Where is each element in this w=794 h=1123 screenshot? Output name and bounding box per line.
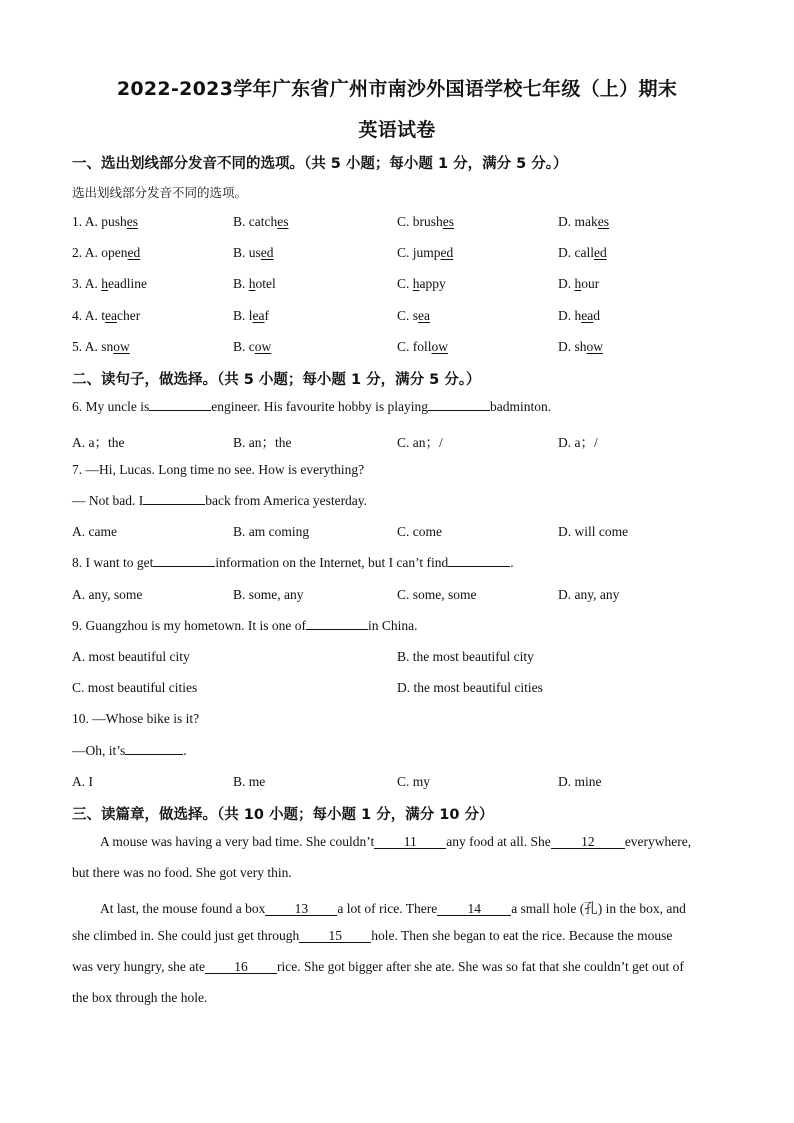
underlined-part: h [412, 276, 420, 291]
word-part: push [101, 214, 127, 229]
underlined-part: ea [581, 308, 594, 323]
q2-number: 2. A. [72, 245, 98, 260]
answer-blank[interactable] [428, 410, 490, 411]
word-part: eadline [108, 276, 147, 291]
q5-option-c[interactable] [397, 339, 448, 355]
passage-text: A mouse was having a very bad time. She couldn’t [100, 834, 375, 849]
q10-option-d[interactable]: D. mine [558, 774, 602, 789]
section1-instruction: 选出划线部分发音不同的选项。 [72, 185, 248, 200]
q10-option-a[interactable]: A. I [72, 774, 93, 789]
q6-option-a[interactable]: A. a；the [72, 435, 125, 450]
word-part: D. h [558, 308, 582, 323]
q10-stem-line2 [72, 743, 187, 759]
stem-text: 9. Guangzhou is my hometown. It is one of [72, 618, 306, 633]
underlined-part: es [126, 214, 139, 229]
section1-heading: 一、选出划线部分发音不同的选项。（共 5 小题；每小题 1 分，满分 5 分。） [72, 156, 568, 172]
word-part: C. [397, 276, 413, 291]
q7-option-d[interactable]: D. will come [558, 524, 629, 539]
passage-text: she climbed in. She could just get through [72, 928, 300, 943]
q10-option-b[interactable]: B. me [233, 774, 266, 789]
word-part: C. s [397, 308, 419, 323]
q3-option-d[interactable] [558, 276, 599, 292]
q8-option-d[interactable]: D. any, any [558, 587, 620, 602]
q4-number: 4. A. [72, 308, 98, 323]
passage-text: hole. Then she began to eat the rice. Because the mouse [371, 928, 673, 943]
underlined-part: es [442, 214, 455, 229]
q6-stem [72, 399, 551, 415]
answer-blank[interactable] [448, 566, 510, 567]
underlined-part: ow [254, 339, 272, 354]
q7-option-a[interactable]: A. came [72, 524, 117, 539]
q4-option-a[interactable] [72, 308, 140, 324]
exam-title-line2: 英语试卷 [358, 119, 436, 141]
q1-option-c[interactable] [397, 214, 454, 230]
stem-text: 6. My uncle is [72, 399, 150, 414]
q2-option-c[interactable] [397, 245, 453, 261]
q10-option-c[interactable]: C. my [397, 774, 431, 789]
stem-text: information on the Internet, but I can’t find [215, 555, 449, 570]
q6-option-b[interactable]: B. an；the [233, 435, 292, 450]
word-part: d [593, 308, 600, 323]
underlined-part: ed [440, 245, 454, 260]
q4-option-b[interactable] [233, 308, 269, 324]
word-part: open [101, 245, 128, 260]
underlined-part: ed [260, 245, 274, 260]
stem-text: engineer. His favourite hobby is playing [211, 399, 428, 414]
q1-option-a[interactable] [72, 214, 138, 230]
underlined-part: es [277, 214, 289, 229]
answer-blank[interactable] [125, 754, 183, 755]
q1-number: 1. A. [72, 214, 98, 229]
underlined-part: ea [418, 308, 430, 323]
word-part: t [101, 308, 106, 323]
word-part: sn [101, 339, 114, 354]
q3-option-c[interactable] [397, 276, 446, 292]
stem-text: — Not bad. I [72, 493, 144, 508]
word-part: D. [558, 276, 575, 291]
stem-text: . [183, 743, 187, 758]
word-part: B. [233, 276, 249, 291]
underlined-part: h [574, 276, 582, 291]
word-part: our [581, 276, 600, 291]
q8-option-a[interactable]: A. any, some [72, 587, 143, 602]
q9-option-a[interactable]: A. most beautiful city [72, 649, 190, 664]
q2-option-a[interactable] [72, 245, 140, 261]
stem-text: in China. [367, 618, 418, 633]
q6-option-d[interactable]: D. a；/ [558, 435, 598, 450]
word-part: D. sh [558, 339, 587, 354]
word-part: B. c [233, 339, 255, 354]
word-part: B. us [233, 245, 261, 260]
q4-option-d[interactable] [558, 308, 600, 324]
underlined-part: ow [586, 339, 604, 354]
exam-title-line1: 2022-2023学年广东省广州市南沙外国语学校七年级（上）期末 [116, 78, 678, 100]
q9-option-c[interactable]: C. most beautiful cities [72, 680, 198, 695]
underlined-part: h [101, 276, 109, 291]
passage-text: any food at all. She [446, 834, 551, 849]
q8-stem [72, 555, 514, 571]
q9-option-b[interactable]: B. the most beautiful city [397, 649, 534, 664]
q2-option-d[interactable] [558, 245, 607, 261]
stem-text: 8. I want to get [72, 555, 154, 570]
answer-blank[interactable] [153, 566, 215, 567]
underlined-part: ed [594, 245, 607, 260]
passage-text: rice. She got bigger after she ate. She was so fat that she couldn’t get out of [276, 959, 684, 974]
word-part: D. mak [558, 214, 598, 229]
blank-11[interactable]: 11 [374, 835, 446, 849]
passage-line [72, 959, 684, 975]
blank-13[interactable]: 13 [265, 902, 337, 916]
q5-option-d[interactable] [558, 339, 603, 355]
answer-blank[interactable] [149, 410, 211, 411]
passage-text: everywhere, [624, 834, 692, 849]
word-part: C. foll [397, 339, 432, 354]
q10-stem-line1: 10. —Whose bike is it? [72, 711, 200, 726]
stem-text: . [510, 555, 514, 570]
blank-12[interactable]: 12 [551, 835, 625, 849]
underlined-part: h [248, 276, 256, 291]
underlined-part: ow [113, 339, 130, 354]
word-part: cher [117, 308, 141, 323]
answer-blank[interactable] [306, 629, 368, 630]
q4-option-c[interactable] [397, 308, 430, 324]
q6-option-c[interactable]: C. an；/ [397, 435, 443, 450]
q1-option-b[interactable] [233, 214, 288, 230]
q9-option-d[interactable]: D. the most beautiful cities [397, 680, 543, 695]
q7-option-b[interactable]: B. am coming [233, 524, 310, 539]
underlined-part: ea [252, 308, 265, 323]
passage-line: the box through the hole. [72, 990, 208, 1005]
q9-stem [72, 618, 417, 634]
passage-line: but there was no food. She got very thin. [72, 865, 292, 880]
word-part: f [264, 308, 269, 323]
word-part: D. call [558, 245, 594, 260]
blank-16[interactable]: 16 [205, 960, 277, 974]
word-part: C. jump [397, 245, 441, 260]
passage-text: a small hole (孔) in the box, and [511, 901, 686, 916]
word-part: otel [255, 276, 276, 291]
section3-heading: 三、读篇章，做选择。（共 10 小题；每小题 1 分，满分 10 分） [72, 807, 494, 823]
passage-text: a lot of rice. There [337, 901, 438, 916]
passage-text: was very hungry, she ate [72, 959, 205, 974]
q8-option-c[interactable]: C. some, some [397, 587, 477, 602]
underlined-part: ed [127, 245, 141, 260]
q1-option-d[interactable] [558, 214, 609, 230]
q7-stem-line1: 7. —Hi, Lucas. Long time no see. How is everything? [72, 462, 365, 477]
q5-number: 5. A. [72, 339, 98, 354]
q7-option-c[interactable]: C. come [397, 524, 442, 539]
q2-option-b[interactable] [233, 245, 274, 261]
passage-text: At last, the mouse found a box [100, 901, 266, 916]
q3-option-b[interactable] [233, 276, 276, 292]
word-part: B. l [233, 308, 253, 323]
section2-heading: 二、读句子，做选择。（共 5 小题；每小题 1 分，满分 5 分。） [72, 372, 481, 388]
underlined-part: es [597, 214, 609, 229]
passage-line [100, 897, 686, 917]
word-part: appy [419, 276, 446, 291]
stem-text: back from America yesterday. [205, 493, 368, 508]
stem-text: badminton. [489, 399, 552, 414]
q3-number: 3. A. [72, 276, 98, 291]
blank-15[interactable]: 15 [299, 929, 371, 943]
passage-line [72, 928, 672, 944]
q5-option-b[interactable] [233, 339, 271, 355]
q7-stem-line2 [72, 493, 367, 509]
blank-14[interactable]: 14 [437, 902, 511, 916]
word-part: B. catch [233, 214, 278, 229]
stem-text: —Oh, it’s [72, 743, 126, 758]
answer-blank[interactable] [143, 504, 205, 505]
underlined-part: ea [105, 308, 118, 323]
q5-option-a[interactable] [72, 339, 130, 355]
word-part: C. brush [397, 214, 443, 229]
passage-line [100, 834, 691, 850]
q8-option-b[interactable]: B. some, any [233, 587, 304, 602]
q3-option-a[interactable] [72, 276, 147, 292]
underlined-part: ow [431, 339, 449, 354]
